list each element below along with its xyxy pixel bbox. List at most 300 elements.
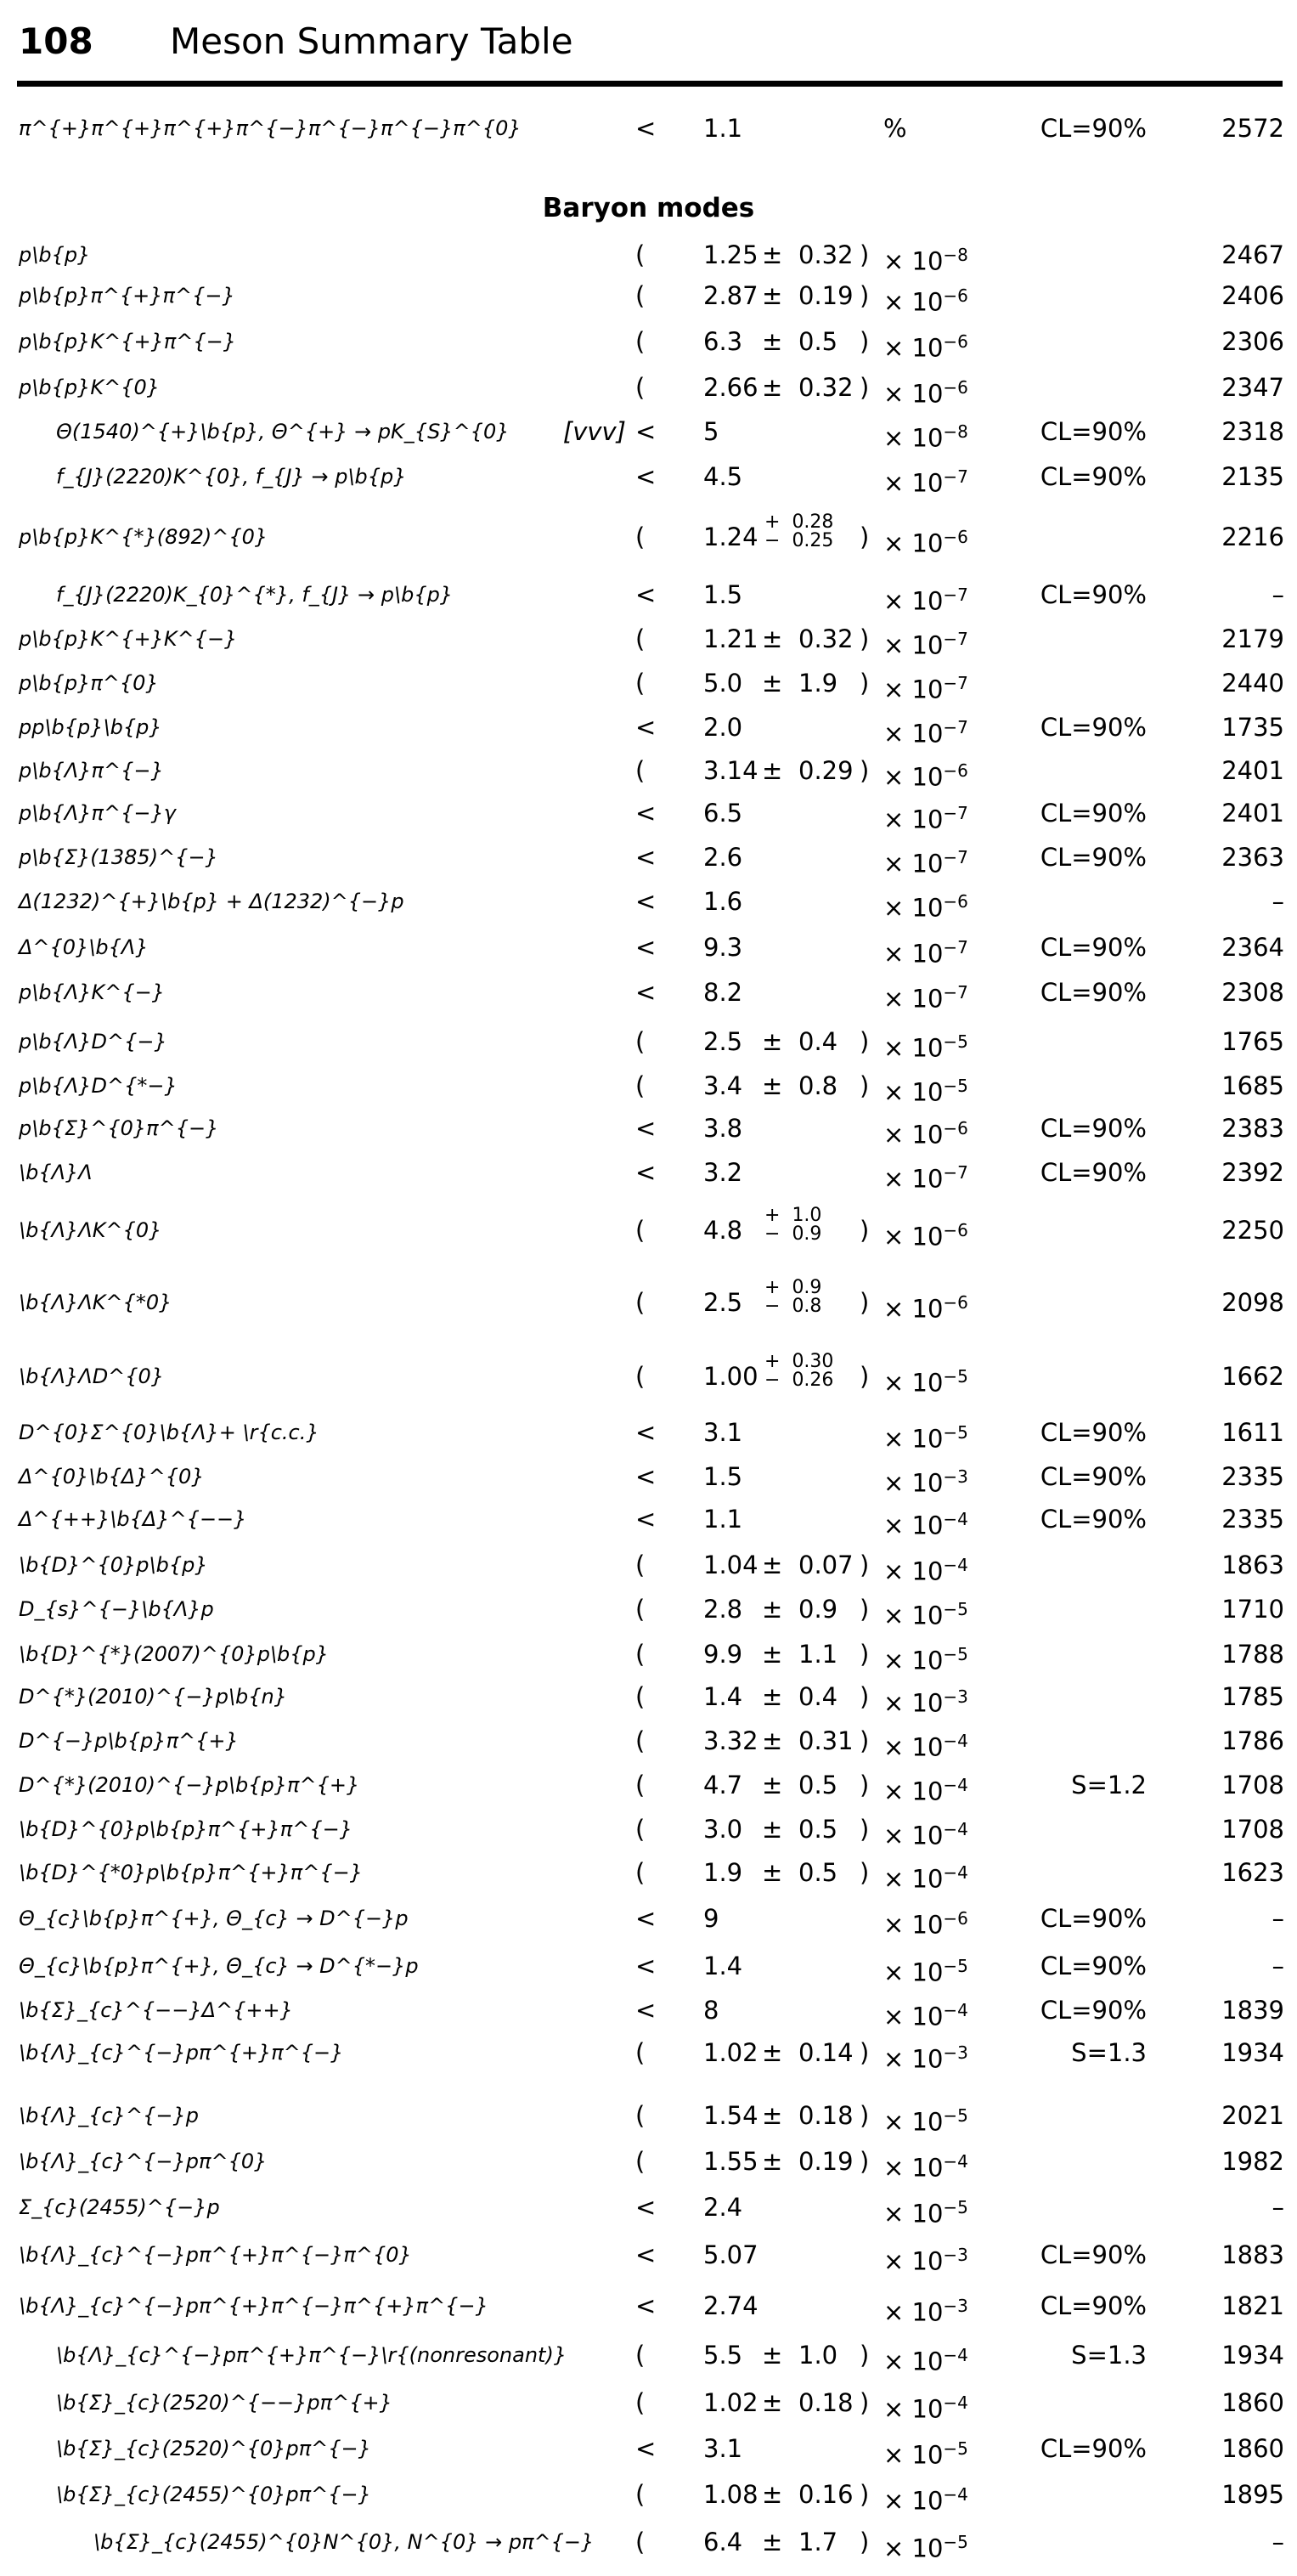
plus-sign: + [764, 511, 781, 534]
plus-minus-sign: ± [762, 2100, 783, 2130]
fraction-value: 1.5 [703, 579, 743, 609]
relation-symbol: ( [635, 1215, 646, 1245]
relation-symbol: ( [635, 1071, 646, 1100]
decay-mode: \b{Λ}_{c}^{−}p [19, 2103, 200, 2127]
momentum-p: 1662 [1221, 1361, 1284, 1391]
momentum-p: 1860 [1221, 2434, 1284, 2464]
fraction-value: 4.5 [703, 461, 743, 491]
relation-symbol: ( [635, 280, 646, 310]
confidence-or-scale: CL=90% [1040, 1158, 1147, 1188]
fraction-value: 1.04 [703, 1551, 758, 1580]
table-row [0, 2143, 1297, 2183]
plus-sign: + [764, 1276, 781, 1298]
scale-factor [883, 2384, 968, 2428]
exponent: −4 [943, 1819, 968, 1840]
fraction-value: 6.5 [703, 798, 743, 828]
scale-factor [883, 709, 968, 753]
error-minus: 0.9 [792, 1223, 822, 1245]
table-row [0, 369, 1297, 409]
times-ten: × 10 [883, 1468, 944, 1498]
fraction-error: 0.4 [798, 1681, 838, 1711]
momentum-p: 2179 [1221, 624, 1284, 653]
fraction-value: 8 [703, 1995, 719, 2025]
momentum-p: 2347 [1221, 373, 1284, 403]
relation-symbol: < [635, 113, 657, 143]
exponent: −4 [943, 2484, 968, 2505]
exponent: −5 [943, 1075, 968, 1096]
decay-mode: \b{D}^{0}p\b{p} [19, 1553, 208, 1578]
times-ten: × 10 [883, 1077, 944, 1107]
times-ten: × 10 [883, 468, 944, 498]
exponent: −3 [943, 2245, 968, 2265]
decay-mode: f_{J}(2220)K^{0}, f_{J} → p\b{p} [56, 464, 407, 489]
momentum-p: 1860 [1221, 2387, 1284, 2417]
times-ten: × 10 [883, 849, 944, 878]
table-row [0, 576, 1297, 616]
fraction-value: 2.74 [703, 2291, 758, 2320]
relation-symbol: ( [635, 624, 646, 653]
relation-symbol: < [635, 2192, 657, 2222]
times-ten: × 10 [883, 984, 944, 1014]
relation-symbol: < [635, 1951, 657, 1980]
plus-minus-sign: ± [762, 327, 783, 357]
scale-factor [883, 1811, 968, 1855]
relation-symbol: < [635, 579, 657, 609]
table-row [0, 1154, 1297, 1194]
times-ten: × 10 [883, 2297, 944, 2327]
confidence-or-scale: CL=90% [1040, 2291, 1147, 2320]
plus-minus-sign: ± [762, 1726, 783, 1755]
momentum-p: 1710 [1221, 1595, 1284, 1624]
fraction-error: 1.1 [798, 1639, 838, 1669]
exponent: −3 [943, 1466, 968, 1487]
close-paren: ) [860, 1071, 870, 1100]
minus-sign: − [764, 1223, 781, 1245]
momentum-p: 2406 [1221, 280, 1284, 310]
fraction-value: 9 [703, 1903, 719, 1933]
close-paren: ) [860, 1726, 870, 1755]
momentum-p: – [1272, 1951, 1284, 1980]
fraction-value: 2.0 [703, 713, 743, 743]
scale-factor [883, 1590, 968, 1635]
momentum-p: 2021 [1221, 2100, 1284, 2130]
fraction-value: 1.25 [703, 240, 758, 269]
table-row [0, 2384, 1297, 2424]
fraction-value: 2.4 [703, 2192, 743, 2222]
fraction-value: 1.54 [703, 2100, 758, 2130]
error-plus: 0.30 [792, 1350, 834, 1372]
scale-factor [883, 620, 968, 664]
close-paren: ) [860, 327, 870, 357]
fraction-value: 5.07 [703, 2240, 758, 2269]
exponent: −7 [943, 673, 968, 694]
momentum-p: 2098 [1221, 1287, 1284, 1317]
scale-factor [883, 1635, 968, 1680]
confidence-or-scale: CL=90% [1040, 1903, 1147, 1933]
close-paren: ) [860, 2100, 870, 2130]
table-row [0, 2476, 1297, 2516]
exponent: −6 [943, 891, 968, 912]
times-ten: × 10 [883, 1511, 944, 1540]
fraction-value: 3.1 [703, 2434, 743, 2464]
table-row [0, 839, 1297, 876]
momentum-p: 2308 [1221, 977, 1284, 1007]
fraction-error: 0.5 [798, 1815, 838, 1844]
times-ten: × 10 [883, 939, 944, 969]
momentum-p: – [1272, 579, 1284, 609]
table-row [0, 1722, 1297, 1760]
exponent: −5 [943, 1031, 968, 1052]
fraction-error: 1.0 [798, 2340, 838, 2370]
exponent: −7 [943, 1162, 968, 1183]
fraction-error: 0.29 [798, 755, 854, 785]
exponent: −5 [943, 2104, 968, 2126]
confidence-or-scale: CL=90% [1040, 1951, 1147, 1980]
scale-factor [883, 277, 968, 321]
confidence-or-scale: CL=90% [1040, 417, 1147, 447]
minus-sign: − [764, 530, 781, 552]
fraction-error: 0.14 [798, 2038, 854, 2068]
momentum-p: 2392 [1221, 1158, 1284, 1188]
momentum-p: 2364 [1221, 933, 1284, 963]
times-ten: × 10 [883, 1957, 944, 1987]
times-ten: × 10 [883, 1601, 944, 1630]
times-ten: × 10 [883, 805, 944, 834]
momentum-p: 1934 [1221, 2340, 1284, 2370]
times-ten: × 10 [883, 2199, 944, 2229]
momentum-p: 1821 [1221, 2291, 1284, 2320]
plus-minus-sign: ± [762, 2387, 783, 2417]
relation-symbol: ( [635, 2340, 646, 2370]
confidence-or-scale: S=1.3 [1071, 2340, 1147, 2370]
exponent: −4 [943, 1555, 968, 1576]
exponent: −4 [943, 2392, 968, 2413]
times-ten: × 10 [883, 1294, 944, 1324]
exponent: −7 [943, 584, 968, 605]
error-plus: 0.9 [792, 1276, 822, 1298]
exponent: −4 [943, 1999, 968, 2020]
fraction-value: 1.9 [703, 1857, 743, 1887]
fraction-error: 0.31 [798, 1726, 854, 1755]
times-ten: × 10 [883, 630, 944, 660]
momentum-p: 2335 [1221, 1505, 1284, 1534]
times-ten: × 10 [883, 719, 944, 749]
times-ten: × 10 [883, 2002, 944, 2031]
fraction-value: 2.66 [703, 373, 758, 403]
momentum-p: 1863 [1221, 1551, 1284, 1580]
close-paren: ) [860, 1639, 870, 1669]
decay-mode: p\b{Λ}K^{−} [19, 980, 166, 1004]
relation-symbol: < [635, 798, 657, 828]
minus-sign: − [764, 1295, 781, 1317]
momentum-p: 1708 [1221, 1771, 1284, 1800]
fraction-value: 3.0 [703, 1815, 743, 1844]
close-paren: ) [860, 1361, 870, 1391]
error-plus: 0.28 [792, 511, 834, 534]
times-ten: × 10 [883, 2347, 944, 2376]
close-paren: ) [860, 1551, 870, 1580]
exponent: −5 [943, 1421, 968, 1443]
fraction-value: 1.4 [703, 1681, 743, 1711]
decay-mode: \b{D}^{0}p\b{p}π^{+}π^{−} [19, 1817, 352, 1842]
plus-minus-sign: ± [762, 2340, 783, 2370]
fraction-value: 3.1 [703, 1417, 743, 1447]
momentum-p: 2363 [1221, 843, 1284, 873]
table-row [0, 323, 1297, 363]
momentum-p: 1708 [1221, 1815, 1284, 1844]
decay-mode: p\b{p}K^{+}π^{−} [19, 330, 237, 354]
scale-factor [883, 1500, 968, 1545]
times-ten: × 10 [883, 1164, 944, 1194]
scale-factor [883, 2523, 968, 2568]
relation-symbol: ( [635, 1771, 646, 1800]
relation-symbol: < [635, 2240, 657, 2269]
error-minus: 0.26 [792, 1369, 834, 1391]
scale-factor [883, 2287, 968, 2331]
table-row [0, 2287, 1297, 2325]
confidence-or-scale: CL=90% [1040, 798, 1147, 828]
exponent: −6 [943, 377, 968, 398]
scale-factor [883, 518, 968, 562]
fraction-value: 2.8 [703, 1595, 743, 1624]
fraction-value: 2.5 [703, 1287, 743, 1317]
decay-mode: π^{+}π^{+}π^{+}π^{−}π^{−}π^{−}π^{0} [19, 116, 522, 140]
table-row [0, 1678, 1297, 1718]
relation-symbol: ( [635, 1551, 646, 1580]
momentum-p: 1685 [1221, 1071, 1284, 1100]
fraction-value: 6.4 [703, 2528, 743, 2557]
fraction-value: 2.5 [703, 1026, 743, 1056]
momentum-p: 2401 [1221, 755, 1284, 785]
decay-mode: \b{Λ}_{c}^{−}pπ^{0} [19, 2149, 268, 2173]
confidence-or-scale: CL=90% [1040, 1995, 1147, 2025]
momentum-p: 1839 [1221, 1995, 1284, 2025]
fraction-error: 0.4 [798, 1026, 838, 1056]
table-row [0, 752, 1297, 792]
table-row [0, 1414, 1297, 1454]
times-ten: × 10 [883, 1688, 944, 1718]
table-row [0, 110, 1297, 147]
table-row [0, 2430, 1297, 2470]
fraction-value: 8.2 [703, 977, 743, 1007]
times-ten: × 10 [883, 675, 944, 704]
asymmetric-error [764, 1276, 822, 1317]
fraction-error: 0.5 [798, 1857, 838, 1887]
close-paren: ) [860, 1215, 870, 1245]
table-row [0, 1500, 1297, 1538]
times-ten: × 10 [883, 762, 944, 792]
confidence-or-scale: CL=90% [1040, 933, 1147, 963]
relation-symbol: ( [635, 755, 646, 785]
exponent: −7 [943, 466, 968, 487]
confidence-or-scale: S=1.3 [1071, 2038, 1147, 2068]
decay-mode: p\b{p}K^{0} [19, 376, 160, 400]
table-row [0, 511, 1297, 558]
plus-minus-sign: ± [762, 624, 783, 653]
table-row [0, 1635, 1297, 1673]
relation-symbol: ( [635, 1726, 646, 1755]
decay-mode: Θ_{c}\b{p}π^{+}, Θ_{c} → D^{*−}p [19, 1953, 419, 1978]
fraction-error: 0.07 [798, 1551, 854, 1580]
relation-symbol: ( [635, 2528, 646, 2557]
fraction-error: 1.9 [798, 669, 838, 698]
close-paren: ) [860, 240, 870, 269]
plus-minus-sign: ± [762, 373, 783, 403]
table-row [0, 1023, 1297, 1063]
times-ten: × 10 [883, 424, 944, 454]
relation-symbol: < [635, 1903, 657, 1933]
scale-factor [883, 2097, 968, 2141]
decay-mode: Θ(1540)^{+}\b{p}, Θ^{+} → pK_{S}^{0} [56, 420, 510, 444]
fraction-value: 5 [703, 417, 719, 447]
close-paren: ) [860, 280, 870, 310]
relation-symbol: < [635, 843, 657, 873]
table-row [0, 277, 1297, 317]
momentum-p: 2401 [1221, 798, 1284, 828]
times-ten: × 10 [883, 1822, 944, 1851]
relation-symbol: ( [635, 2480, 646, 2510]
momentum-p: 1934 [1221, 2038, 1284, 2068]
table-row [0, 1900, 1297, 1940]
exponent: −7 [943, 802, 968, 823]
fraction-error: 0.9 [798, 1595, 838, 1624]
fraction-value: 1.6 [703, 887, 743, 917]
relation-symbol: < [635, 461, 657, 491]
table-row [0, 1991, 1297, 2029]
decay-mode: Δ(1232)^{+}\b{p} + Δ(1232)^{−}p [19, 890, 404, 914]
times-ten: × 10 [883, 2440, 944, 2470]
momentum-p: 2216 [1221, 523, 1284, 552]
table-row [0, 2523, 1297, 2561]
relation-symbol: ( [635, 2387, 646, 2417]
times-ten: × 10 [883, 246, 944, 276]
fraction-value: 1.02 [703, 2387, 758, 2417]
momentum-p: 1765 [1221, 1026, 1284, 1056]
close-paren: ) [860, 1595, 870, 1624]
scale-factor [883, 752, 968, 796]
exponent: −6 [943, 1117, 968, 1138]
table-row [0, 2034, 1297, 2074]
fraction-value: 4.7 [703, 1771, 743, 1800]
decay-mode: \b{Σ}_{c}(2455)^{0}N^{0}, N^{0} → pπ^{−} [93, 2530, 595, 2555]
plus-minus-sign: ± [762, 669, 783, 698]
table-row [0, 974, 1297, 1014]
momentum-p: 1895 [1221, 2480, 1284, 2510]
plus-minus-sign: ± [762, 240, 783, 269]
fraction-value: 1.5 [703, 1461, 743, 1491]
scale-factor [883, 2430, 968, 2474]
exponent: −3 [943, 1686, 968, 1707]
fraction-value: 1.02 [703, 2038, 758, 2068]
times-ten: × 10 [883, 528, 944, 558]
relation-symbol: < [635, 1417, 657, 1447]
times-ten: × 10 [883, 2486, 944, 2516]
scale-factor [883, 1678, 968, 1722]
times-ten: × 10 [883, 1864, 944, 1894]
decay-mode: \b{Σ}_{c}(2520)^{0}pπ^{−} [56, 2437, 371, 2461]
exponent: −4 [943, 1861, 968, 1883]
scale-factor [883, 794, 968, 839]
momentum-p: 1735 [1221, 713, 1284, 743]
plus-minus-sign: ± [762, 1026, 783, 1056]
fraction-error: 1.7 [798, 2528, 838, 2557]
table-row [0, 413, 1297, 454]
decay-mode: Θ_{c}\b{p}π^{+}, Θ_{c} → D^{−}p [19, 1906, 409, 1930]
exponent: −7 [943, 847, 968, 868]
times-ten: × 10 [883, 1556, 944, 1586]
times-ten: × 10 [883, 2246, 944, 2276]
plus-minus-sign: ± [762, 1681, 783, 1711]
confidence-or-scale: CL=90% [1040, 843, 1147, 873]
relation-symbol: ( [635, 2146, 646, 2176]
scale-factor [883, 1766, 968, 1811]
times-ten: × 10 [883, 1424, 944, 1454]
decay-mode: D^{*}(2010)^{−}p\b{n} [19, 1684, 287, 1709]
times-ten: × 10 [883, 1120, 944, 1150]
decay-mode: p\b{p}π^{+}π^{−} [19, 283, 235, 308]
confidence-or-scale: CL=90% [1040, 579, 1147, 609]
table-row [0, 2189, 1297, 2229]
momentum-p: 2335 [1221, 1461, 1284, 1491]
fraction-error: 0.5 [798, 327, 838, 357]
table-row [0, 1067, 1297, 1107]
page-title: Meson Summary Table [170, 20, 573, 62]
exponent: −3 [943, 2042, 968, 2064]
exponent: −5 [943, 1955, 968, 1976]
confidence-or-scale: CL=90% [1040, 1505, 1147, 1534]
relation-symbol: < [635, 2291, 657, 2320]
exponent: −6 [943, 331, 968, 353]
relation-symbol: ( [635, 2100, 646, 2130]
fraction-value: 3.2 [703, 1158, 743, 1188]
fraction-value: 5.5 [703, 2340, 743, 2370]
fraction-error: 0.32 [798, 624, 854, 653]
fraction-error: 0.5 [798, 1771, 838, 1800]
close-paren: ) [860, 669, 870, 698]
times-ten: × 10 [883, 333, 944, 363]
relation-symbol: < [635, 1113, 657, 1143]
momentum-p: 2572 [1221, 113, 1284, 143]
relation-symbol: ( [635, 1639, 646, 1669]
exponent: −6 [943, 527, 968, 548]
fraction-value: 1.4 [703, 1951, 743, 1980]
times-ten: × 10 [883, 2394, 944, 2424]
decay-mode: p\b{p}K^{*}(892)^{0} [19, 525, 268, 550]
exponent: −5 [943, 2196, 968, 2217]
plus-minus-sign: ± [762, 2528, 783, 2557]
times-ten: × 10 [883, 586, 944, 616]
relation-symbol: ( [635, 1681, 646, 1711]
scale-factor [883, 323, 968, 367]
confidence-or-scale: CL=90% [1040, 113, 1147, 143]
scale-factor [883, 664, 968, 709]
exponent: −6 [943, 285, 968, 306]
momentum-p: 1611 [1221, 1417, 1284, 1447]
times-ten: × 10 [883, 1222, 944, 1251]
decay-mode: p\b{Λ}π^{−} [19, 758, 164, 782]
table-row [0, 458, 1297, 498]
scale-factor [883, 369, 968, 413]
table-row [0, 1350, 1297, 1398]
relation-symbol: ( [635, 1815, 646, 1844]
table-row [0, 1458, 1297, 1498]
decay-mode: p\b{Λ}D^{*−} [19, 1073, 178, 1098]
scale-factor [883, 929, 968, 973]
momentum-p: 1623 [1221, 1857, 1284, 1887]
scale-factor [883, 413, 968, 457]
table-row [0, 1947, 1297, 1985]
relation-symbol: ( [635, 1026, 646, 1056]
